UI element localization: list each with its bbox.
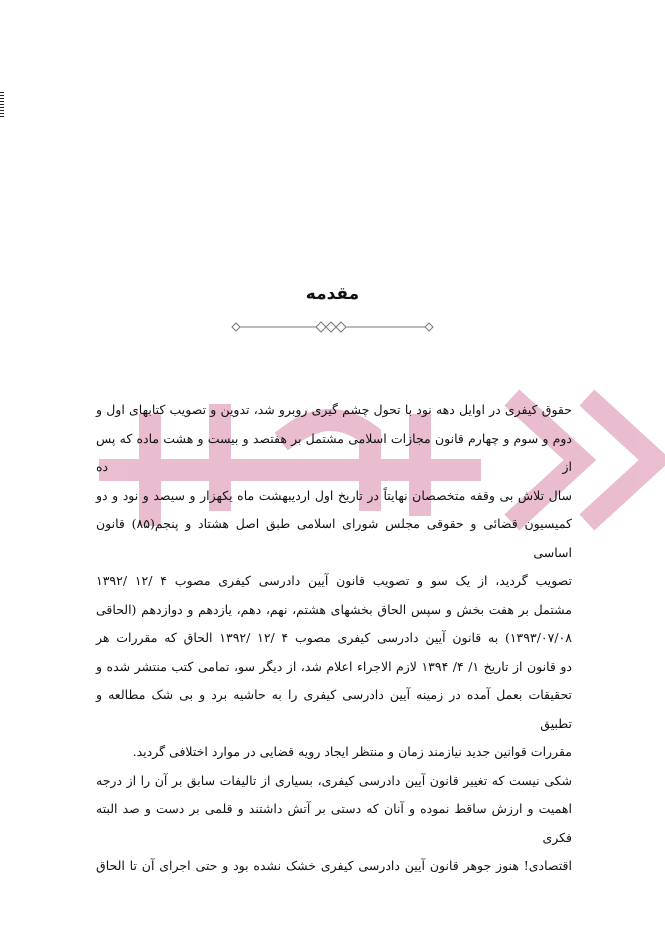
body-line: مشتمل بر هفت بخش و سپس الحاق بخشهای هشتم، نهم، دهم، یازدهم و دوازدهم (الحاقی <box>96 601 572 617</box>
body-line: اهمیت و ارزش ساقط نموده و آنان که دستی بر آتش داشتند و قلمی بر دست و صد البته فکری <box>96 801 572 845</box>
body-line: تحقیقات بعمل آمده در زمینه آیین دادرسی کیفری را به حاشیه برد و بی شک مطالعه و تطبیق <box>96 687 572 731</box>
body-line: دوم و سوم و چهارم قانون مجازات اسلامی مشتمل بر هفتصد و بیست و هشت ماده که پس از ده <box>96 430 572 474</box>
body-line: مقررات قوانین جدید نیازمند زمان و منتظر ایجاد رویه قضایی در موارد اختلافی گردید. <box>132 744 572 759</box>
body-line: اقتصادی! هنوز جوهر قانون آیین دادرسی کیفری خشک نشده بود و حتی اجرای آن تا الحاق <box>96 858 572 873</box>
body-line: دو قانون از تاریخ ۱/ ۴/ ۱۳۹۴ لازم الاجراء اعلام شد، از دیگر سو، تمامی کتب منتشر شده و <box>96 658 572 674</box>
body-line: تصویب گردید، از یک سو و تصویب قانون آیین دادرسی کیفری مصوب ۴ /۱۲ /۱۳۹۲ <box>96 573 573 588</box>
body-line: سال تلاش بی وقفه متخصصان نهایتاً در تاریخ اول اردیبهشت ماه یکهزار و سیصد و نود و دو <box>96 487 572 503</box>
body-line: ۱۳۹۳/۰۷/۰۸) به قانون آیین دادرسی کیفری مصوب ۴ /۱۲ /۱۳۹۲ الحاق که مقررات هر <box>96 630 572 645</box>
page-edge-mark <box>0 92 4 118</box>
diamond-divider-icon <box>230 319 435 335</box>
body-line: کمیسیون قضائی و حقوقی مجلس شورای اسلامی طبق اصل هشتاد و پنجم(۸۵) قانون اساسی <box>96 516 572 560</box>
page-title: مقدمه <box>305 284 360 304</box>
intro-body <box>96 396 572 881</box>
body-line: حقوق کیفری در اوایل دهه نود با تحول چشم گیری روبرو شد، تدوین و تصویب کتابهای اول و <box>96 402 572 417</box>
body-line: شکی نیست که تغییر قانون آیین دادرسی کیفری، بسیاری از تالیفات سابق بر آن را از درجه <box>96 772 572 788</box>
